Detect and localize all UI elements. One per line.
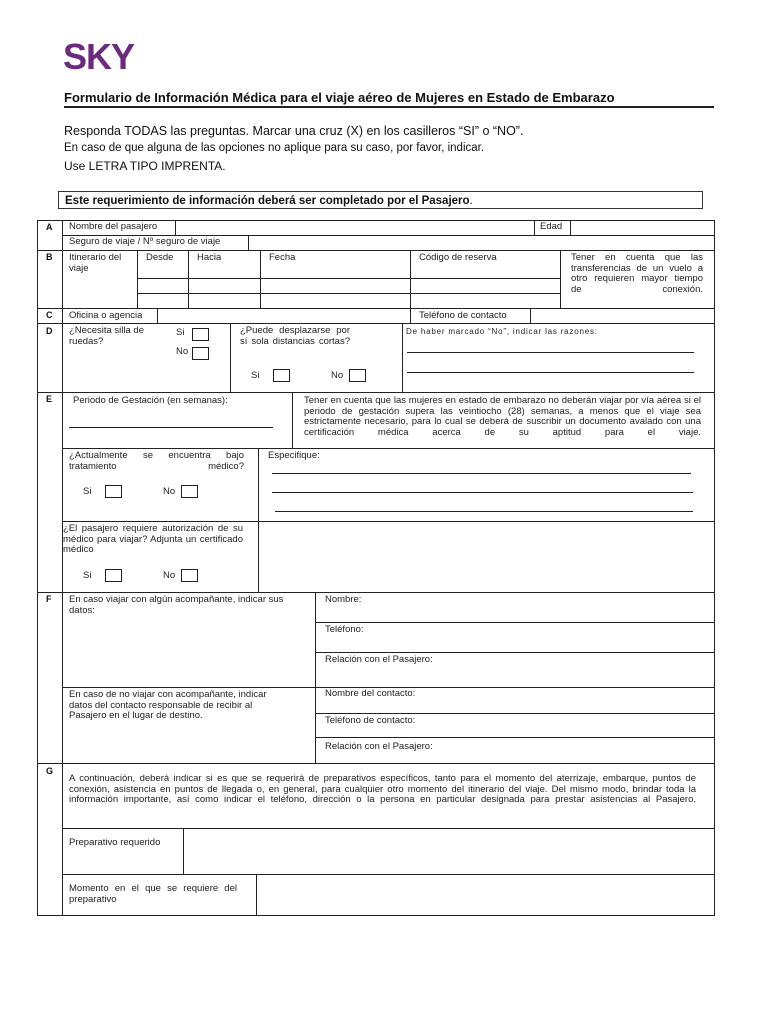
passenger-notice: Este requerimiento de información deberá ser completado por el Pasajero. xyxy=(58,191,703,209)
intro-line-3: Use LETRA TIPO IMPRENTA. xyxy=(64,159,226,173)
section-letter-b: B xyxy=(46,252,53,262)
office-field[interactable] xyxy=(158,309,409,322)
passenger-name-label: Nombre del pasajero xyxy=(69,221,158,232)
auth-no-label: No xyxy=(163,570,176,581)
reasons-label: De haber marcado “No”, indicar las razones: xyxy=(406,327,598,336)
contact-phone-field[interactable] xyxy=(531,309,713,322)
section-letter-c: C xyxy=(46,310,53,320)
section-letter-f: F xyxy=(46,594,52,604)
mobility-no-checkbox[interactable] xyxy=(349,369,366,382)
preparation-instructions: A continuación, deberá indicar si es que se requerirá de preparativos específicos, tanto para el momento del aterrizaje, embarque, puntos de conexión, asistencia en puntos de llegada o, en general, para cualquier otro momento del itinerario del viaje. Del mismo modo, brindar toda la información importante, así como indicar el teléfono, dirección o la persona en particular designada para prestar asistencias al Pasajero. xyxy=(69,773,696,805)
mobility-yes-label: Si xyxy=(251,370,260,381)
contact-name-label: Nombre del contacto: xyxy=(325,688,416,699)
gestation-note: Tener en cuenta que las mujeres en estado de embarazo no deberán viajar por vía aérea si el periodo de gestación supera las veintiocho (28) semanas, a menos que el viaje sea estrictamente necesario, para lo cual se deberá de suscribir un documento avalado con una certificación médica acerca de su aptitud para el viaje. xyxy=(304,395,701,438)
insurance-field[interactable] xyxy=(249,236,713,249)
wheelchair-no-checkbox[interactable] xyxy=(192,347,209,360)
mobility-yes-checkbox[interactable] xyxy=(273,369,290,382)
connection-note: Tener en cuenta que las transferencias de un vuelo a otro requieren mayor tiempo de conexión. xyxy=(571,252,703,295)
office-label: Oficina o agencia xyxy=(69,310,143,321)
section-letter-e: E xyxy=(46,394,53,404)
wheelchair-yes-label: Si xyxy=(176,327,185,338)
treatment-yes-label: Si xyxy=(83,486,92,497)
companion-question: En caso viajar con algún acompañante, indicar sus datos: xyxy=(69,594,284,616)
specify-line-2[interactable] xyxy=(272,492,693,493)
sky-logo xyxy=(63,40,143,72)
companion-phone-label: Teléfono: xyxy=(325,624,364,635)
age-label: Edad xyxy=(540,221,563,232)
date-label: Fecha xyxy=(269,252,296,263)
gestation-field[interactable] xyxy=(69,427,273,428)
section-letter-a: A xyxy=(46,222,53,232)
form-title: Formulario de Información Médica para el viaje aéreo de Mujeres en Estado de Embarazo xyxy=(64,90,615,105)
authorization-question: ¿El pasajero requiere autorización de su médico para viajar? Adjunta un certificado médico xyxy=(63,523,243,555)
wheelchair-yes-checkbox[interactable] xyxy=(192,328,209,341)
age-field[interactable] xyxy=(571,221,713,234)
passenger-name-field[interactable] xyxy=(176,221,533,234)
svg-text:SKY: SKY xyxy=(63,40,135,72)
section-letter-g: G xyxy=(46,766,54,776)
contact-phone2-label: Teléfono de contacto: xyxy=(325,715,416,726)
preparation-label: Preparativo requerido xyxy=(69,837,161,848)
moment-label: Momento en el que se requiere del preparativo xyxy=(69,883,237,905)
gestation-label: Periodo de Gestación (en semanas): xyxy=(73,395,228,406)
wheelchair-question: ¿Necesita silla de ruedas? xyxy=(69,325,144,347)
mobility-no-label: No xyxy=(331,370,344,381)
to-label: Hacia xyxy=(197,252,222,263)
section-letter-d: D xyxy=(46,326,53,336)
reasons-line-1[interactable] xyxy=(407,352,694,353)
treatment-no-checkbox[interactable] xyxy=(181,485,198,498)
title-divider xyxy=(64,106,714,108)
treatment-yes-checkbox[interactable] xyxy=(105,485,122,498)
companion-relation-label: Relación con el Pasajero: xyxy=(325,654,433,665)
intro-line-2: En caso de que alguna de las opciones no aplique para su caso, por favor, indicar. xyxy=(64,142,485,154)
specify-line-1[interactable] xyxy=(272,473,691,474)
wheelchair-no-label: No xyxy=(176,346,189,357)
itinerary-rows[interactable] xyxy=(138,279,560,307)
insurance-label: Seguro de viaje / Nº seguro de viaje xyxy=(69,236,221,247)
auth-no-checkbox[interactable] xyxy=(181,569,198,582)
preparation-field[interactable] xyxy=(184,829,713,873)
treatment-no-label: No xyxy=(163,486,176,497)
contact-phone-label: Teléfono de contacto xyxy=(419,310,507,321)
treatment-question: ¿Actualmente se encuentra bajo tratamiento médico? xyxy=(69,450,244,472)
mobility-question: ¿Puede desplazarse por sí sola distancias cortas? xyxy=(240,325,350,347)
companion-name-label: Nombre: xyxy=(325,594,362,605)
moment-field[interactable] xyxy=(257,875,713,914)
booking-code-label: Código de reserva xyxy=(419,252,497,263)
no-companion-question: En caso de no viajar con acompañante, indicar datos del contacto responsable de recibir al Pasajero en el lugar de destino. xyxy=(69,689,267,721)
itinerary-label: Itinerario del viaje xyxy=(69,252,122,274)
auth-yes-label: Si xyxy=(83,570,92,581)
reasons-line-2[interactable] xyxy=(407,372,694,373)
from-label: Desde xyxy=(146,252,174,263)
auth-yes-checkbox[interactable] xyxy=(105,569,122,582)
specify-line-3[interactable] xyxy=(275,511,693,512)
specify-label: Especifique: xyxy=(268,450,320,461)
contact-relation-label: Relación con el Pasajero: xyxy=(325,741,433,752)
intro-line-1: Responda TODAS las preguntas. Marcar una cruz (X) en los casilleros “SI” o “NO”. xyxy=(64,124,524,138)
